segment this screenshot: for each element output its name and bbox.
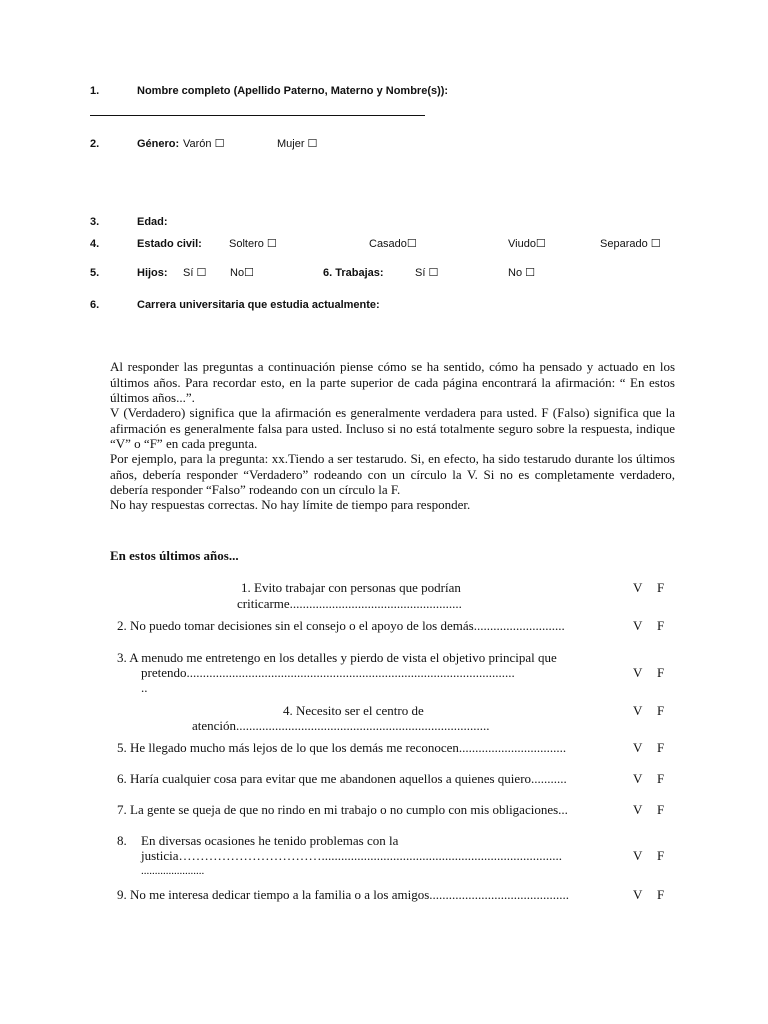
item-3-line-2: pretendo..................................................................................................... bbox=[141, 665, 515, 680]
instructions-paragraph-1: Al responder las preguntas a continuación piense cómo se ha sentido, cómo ha pensado y actuado en los últimos años. Para recordar esto, en la parte superior de cada página encontrará la afirmación: “ En estos últimos años...”. bbox=[110, 359, 675, 405]
q5-number: 5. bbox=[90, 267, 100, 279]
item-8-line-2: justicia…………………………….......................................................................... bbox=[141, 848, 563, 863]
item-7-text: 7. La gente se queja de que no rindo en mi trabajo o no cumplo con mis obligaciones... bbox=[117, 802, 568, 817]
q3-label: Edad: bbox=[137, 216, 168, 228]
item-4-false-option[interactable]: F bbox=[657, 703, 665, 718]
item-3-line-1: 3. A menudo me entretengo en los detalles y pierdo de vista el objetivo principal que bbox=[117, 650, 557, 665]
q6-label: Carrera universitaria que estudia actualmente: bbox=[137, 299, 380, 311]
item-3-true-option[interactable]: V bbox=[633, 665, 643, 680]
gender-option-male[interactable]: Varón ☐ bbox=[183, 138, 225, 150]
civil-option-single[interactable]: Soltero ☐ bbox=[229, 238, 277, 250]
q1-number: 1. bbox=[90, 85, 100, 97]
item-5-true-option[interactable]: V bbox=[633, 740, 643, 755]
q3-number: 3. bbox=[90, 216, 100, 228]
item-8-line-1: En diversas ocasiones he tenido problemas con la bbox=[141, 833, 399, 848]
work-option-yes[interactable]: Sí ☐ bbox=[415, 267, 439, 279]
gender-option-female[interactable]: Mujer ☐ bbox=[277, 138, 318, 150]
item-9-false-option[interactable]: F bbox=[657, 887, 665, 902]
item-9-true-option[interactable]: V bbox=[633, 887, 643, 902]
q2-label: Género: bbox=[137, 138, 180, 150]
q1-label: Nombre completo (Apellido Paterno, Materno y Nombre(s)): bbox=[137, 85, 449, 97]
instructions-paragraph-2: V (Verdadero) significa que la afirmación es generalmente verdadera para usted. F (Falso) significa que la afirmación es generalmente falsa para usted. Incluso si no está totalmente seguro sobre la respuesta, indique “V” o “F” en cada pregunta. bbox=[110, 405, 675, 451]
item-2-true-option[interactable]: V bbox=[633, 618, 643, 633]
item-6-text: 6. Haría cualquier cosa para evitar que me abandonen aquellos a quienes quiero........... bbox=[117, 771, 567, 786]
item-3-line-3: .. bbox=[141, 680, 148, 695]
item-8-line-3: ....................... bbox=[141, 865, 205, 877]
item-7-false-option[interactable]: F bbox=[657, 802, 665, 817]
item-4-line-1: 4. Necesito ser el centro de bbox=[283, 703, 424, 718]
item-4-line-2: atención.............................................................................. bbox=[192, 718, 490, 733]
q4-label: Estado civil: bbox=[137, 238, 202, 250]
item-1-line-1: 1. Evito trabajar con personas que podrían bbox=[241, 580, 461, 595]
item-8-true-option[interactable]: V bbox=[633, 848, 643, 863]
section-heading: En estos últimos años... bbox=[110, 548, 239, 563]
civil-option-widowed[interactable]: Viudo☐ bbox=[508, 238, 546, 250]
item-3-false-option[interactable]: F bbox=[657, 665, 665, 680]
item-6-false-option[interactable]: F bbox=[657, 771, 665, 786]
item-5-false-option[interactable]: F bbox=[657, 740, 665, 755]
item-4-true-option[interactable]: V bbox=[633, 703, 643, 718]
q6-number: 6. bbox=[90, 299, 100, 311]
item-9-text: 9. No me interesa dedicar tiempo a la familia o a los amigos........................................... bbox=[117, 887, 570, 902]
item-8-false-option[interactable]: F bbox=[657, 848, 665, 863]
q5-label: Hijos: bbox=[137, 267, 168, 279]
q6a-label: 6. Trabajas: bbox=[323, 267, 384, 279]
instructions-paragraph-3: Por ejemplo, para la pregunta: xx.Tiendo a ser testarudo. Si, en efecto, ha sido testarudo durante los últimos años, debería responder “Verdadero” rodeando con un círculo la V. Si no es completamente verdadero, debería responder “Falso” rodeando con un círculo la F. bbox=[110, 451, 675, 497]
item-1-true-option[interactable]: V bbox=[633, 580, 643, 595]
item-2-text: 2. No puedo tomar decisiones sin el consejo o el apoyo de los demás............................ bbox=[117, 618, 565, 633]
work-option-no[interactable]: No ☐ bbox=[508, 267, 535, 279]
name-answer-line[interactable] bbox=[90, 115, 425, 116]
item-7-true-option[interactable]: V bbox=[633, 802, 643, 817]
item-1-line-2: criticarme..................................................... bbox=[237, 596, 462, 611]
item-6-true-option[interactable]: V bbox=[633, 771, 643, 786]
item-2-false-option[interactable]: F bbox=[657, 618, 665, 633]
q2-number: 2. bbox=[90, 138, 100, 150]
civil-option-married[interactable]: Casado☐ bbox=[369, 238, 417, 250]
item-1-false-option[interactable]: F bbox=[657, 580, 665, 595]
children-option-yes[interactable]: Sí ☐ bbox=[183, 267, 207, 279]
item-5-text: 5. He llegado mucho más lejos de lo que los demás me reconocen................................. bbox=[117, 740, 567, 755]
item-8-number: 8. bbox=[117, 833, 127, 848]
instructions-paragraph-4: No hay respuestas correctas. No hay límite de tiempo para responder. bbox=[110, 497, 471, 512]
children-option-no[interactable]: No☐ bbox=[230, 267, 254, 279]
q4-number: 4. bbox=[90, 238, 100, 250]
civil-option-separated[interactable]: Separado ☐ bbox=[600, 238, 661, 250]
